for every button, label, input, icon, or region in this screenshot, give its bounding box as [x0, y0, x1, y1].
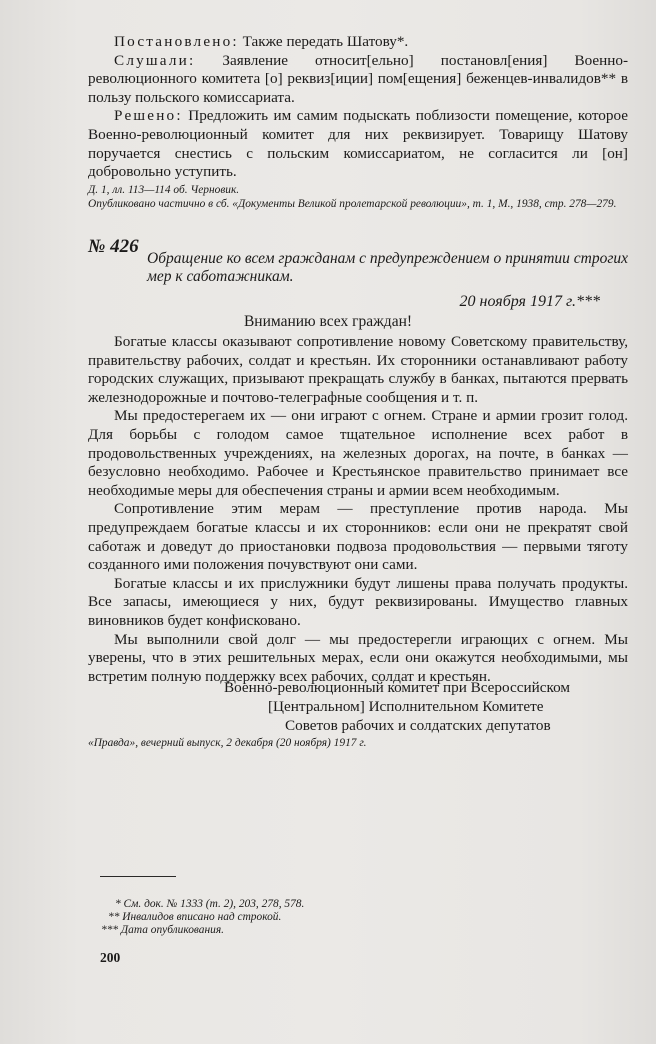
decided-1: Решено: Предложить им самим подыскать поблизости помещение, которое Военно-революционный комитет для них реквизирует. Товарищу Шатову поручается снестись с польским комиссариатом, не согласится ли [он] добровольно уступить. — [88, 107, 628, 181]
label-resheno: Решено: — [114, 107, 183, 125]
appeal-paragraph: Богатые классы и их прислужники будут лишены права получать продукты. Все запасы, имеющиеся у них, будут реквизированы. Имущество главных виновников будет конфисковано. — [88, 574, 628, 629]
appeal-heading: Вниманию всех граждан! — [243, 313, 413, 330]
document-date: 20 ноября 1917 г.*** — [459, 293, 600, 310]
archive-source: Д. 1, лл. 113—114 об. Черновик. — [88, 183, 240, 196]
footnote-3: *** Дата опубликования. — [101, 924, 224, 936]
appeal-paragraph: Богатые классы оказывают сопротивление новому Советскому правительству, правительству рабочих, солдат и крестьян. Их сторонники останавливают работу городских служащих, призывают прекращать службу в банках, пытаются прервать железнодорожные и почтово-телеграфные сообщения и т. п. — [88, 333, 628, 406]
footnote-2: ** Инвалидов вписано над строкой. — [108, 911, 282, 923]
signature-line-3: Советов рабочих и солдатских депутатов — [285, 717, 551, 734]
signature-line-1: Военно-революционный комитет при Всероссийском — [224, 679, 570, 696]
signature-line-2: [Центральном] Исполнительном Комитете — [268, 698, 544, 715]
heard-1: Слушали: Заявление относит[ельно] постановл[ения] Военно-революционного комитета [о] реквиз[иции] пом[ещения] беженцев-инвалидов** в пользу польского комиссариата. — [88, 51, 628, 106]
appeal-paragraph: Сопротивление этим мерам — преступление против народа. Мы предупреждаем богатые классы и их сторонников: если они не прекратят свой саботаж и доведут до приостановки подвоза продовольствия — первыми тяготу созданного ими положения почувствуют они сами. — [88, 500, 628, 574]
label-slushali: Слушали: — [114, 51, 196, 69]
appeal-paragraph: Мы выполнили свой долг — мы предостерегли играющих с огнем. Мы уверены, что в этих решительных мерах, если они окажутся необходимыми, мы встретим полную поддержку всех рабочих, солдат и крестьян. — [88, 630, 628, 685]
appeal-paragraph: Мы предостерегаем их — они играют с огнем. Стране и армии грозит голод. Для борьбы с голодом самое тщательное исполнение всех работ в продовольственных учреждениях, на железных дорогах, на почте, в банках — безусловно необходимо. Рабочее и Крестьянское правительство принимает все необходимые меры для обеспечения страны и армии всем необходимым. — [88, 407, 628, 499]
label-postanovleno: Постановлено: — [114, 33, 239, 50]
resolution-1: Постановлено: Также передать Шатову*. — [114, 33, 409, 50]
footnote-divider — [100, 876, 176, 877]
publication-source: Опубликовано частично в сб. «Документы Великой пролетарской революции», т. 1, М., 1938, стр. 278—279. — [88, 198, 617, 211]
page-number: 200 — [100, 950, 121, 965]
appeal-source: «Правда», вечерний выпуск, 2 декабря (20 ноября) 1917 г. — [88, 737, 367, 749]
document-number: № 426 — [88, 236, 139, 257]
appeal-body — [88, 333, 628, 686]
footnote-1: * См. док. № 1333 (т. 2), 203, 278, 578. — [115, 898, 305, 910]
document-title: Обращение ко всем гражданам с предупреждением о принятии строгих мер к саботажникам. — [147, 250, 629, 286]
previous-document-tail — [88, 33, 628, 212]
